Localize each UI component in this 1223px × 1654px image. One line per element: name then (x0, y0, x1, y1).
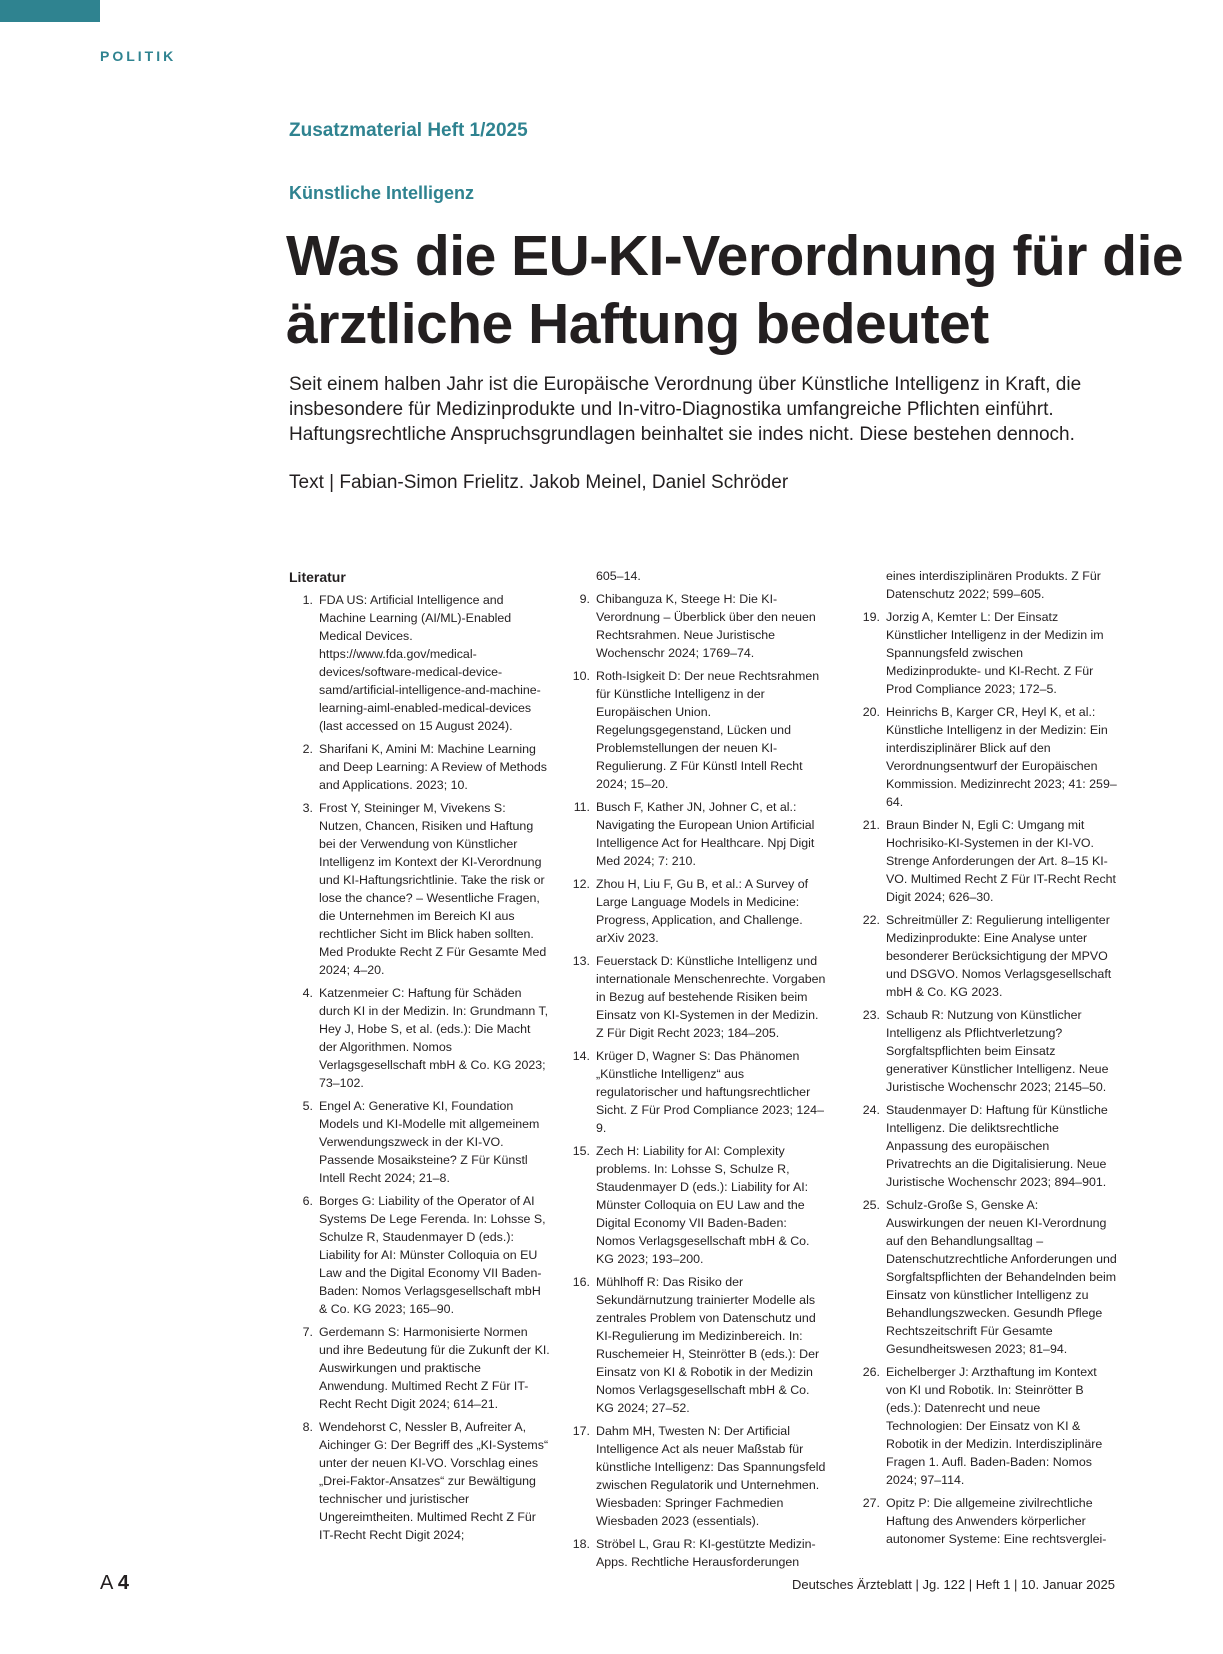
reference-number: 24. (862, 1103, 880, 1117)
reference-text: Jorzig A, Kemter L: Der Einsatz Künstlicher Intelligenz in der Medizin im Spannungsfeld zwischen Medizinprodukte- und KI-Recht. Z Für Prod Compliance 2023; 172–5. (886, 610, 1104, 696)
reference-item (856, 1006, 1118, 1096)
reference-continuation: eines interdisziplinären Produkts. Z Für Datenschutz 2022; 599–605. (886, 569, 1101, 601)
reference-text: Zech H: Liability for AI: Complexity problems. In: Lohsse S, Schulze R, Staudenmayer D (eds.): Liability for AI: Münster Colloquia on EU Law and the Digital Economy VII Baden-Baden: Nomos Verlagsgesellschaft mbH & Co. KG 2023; 193–200. (596, 1144, 810, 1266)
reference-item (289, 1192, 551, 1318)
section-label: POLITIK (100, 48, 177, 64)
reference-item (289, 1418, 551, 1544)
reference-text: Feuerstack D: Künstliche Intelligenz und internationale Menschenrechte. Vorgaben in Bezug auf bestehende Risiken beim Einsatz von KI-Systemen in der Medizin. Z Für Digit Recht 2023; 184–205. (596, 954, 826, 1040)
reference-text: Schaub R: Nutzung von Künstlicher Intelligenz als Pflichtverletzung? Sorgfaltspflichten beim Einsatz generativer Künstlicher Intelligenz. Neue Juristische Wochenschr 2023; 2145–50. (886, 1008, 1109, 1094)
reference-number: 20. (862, 705, 880, 719)
reference-item (856, 608, 1118, 698)
reference-item (566, 798, 828, 870)
reference-number: 10. (572, 669, 590, 683)
reference-text: Heinrichs B, Karger CR, Heyl K, et al.: Künstliche Intelligenz in der Medizin: Ein interdisziplinärer Blick auf den Verordnungsentwurf der Europäischen Kommission. Medizinrecht 2023; 41: 259–64. (886, 705, 1117, 809)
reference-item (289, 984, 551, 1092)
article-title: Was die EU-KI-Verordnung für die ärztliche Haftung bedeutet (286, 224, 1184, 356)
reference-item (566, 875, 828, 947)
reference-text: Roth-Isigkeit D: Der neue Rechtsrahmen für Künstliche Intelligenz in der Europäischen Union. Regelungsgegenstand, Lücken und Problemstellungen der neuen KI-Regulierung. Z Für Künstl Intell Recht 2024; 15–20. (596, 669, 820, 791)
reference-number: 14. (572, 1049, 590, 1063)
page-number (100, 1572, 129, 1595)
reference-item (289, 591, 551, 735)
reference-number: 25. (862, 1198, 880, 1212)
reference-number: 13. (572, 954, 590, 968)
reference-number: 5. (302, 1099, 313, 1113)
reference-text: Zhou H, Liu F, Gu B, et al.: A Survey of Large Language Models in Medicine: Progress, Application, and Challenge. arXiv 2023. (596, 877, 809, 945)
reference-number: 27. (862, 1496, 880, 1510)
literature-column-3 (856, 567, 1118, 1553)
reference-item (856, 1494, 1118, 1548)
reference-number: 18. (572, 1537, 590, 1551)
reference-number: 15. (572, 1144, 590, 1158)
reference-number: 11. (573, 800, 590, 814)
reference-text: Busch F, Kather JN, Johner C, et al.: Navigating the European Union Artificial Intelligence Act for Healthcare. Npj Digit Med 2024; 7: 210. (596, 800, 815, 868)
reference-item (289, 799, 551, 979)
reference-text: Katzenmeier C: Haftung für Schäden durch KI in der Medizin. In: Grundmann T, Hey J, Hobe S, et al. (eds.): Die Macht der Algorithmen. Nomos Verlagsgesellschaft mbH & Co. KG 2023; 73–102. (319, 986, 549, 1090)
reference-item (566, 1535, 828, 1571)
reference-text: Eichelberger J: Arzthaftung im Kontext von KI und Robotik. In: Steinrötter B (eds.): Datenrecht und neue Technologien: Der Einsatz von KI & Robotik in der Medizin. Interdisziplinäre Fragen 1. Aufl. Baden-Baden: Nomos 2024; 97–114. (886, 1365, 1103, 1487)
reference-item (856, 816, 1118, 906)
reference-text: Chibanguza K, Steege H: Die KI-Verordnung – Überblick über den neuen Rechtsrahmen. Neue Juristische Wochenschr 2024; 1769–74. (596, 592, 816, 660)
reference-number: 17. (572, 1424, 590, 1438)
reference-text: Mühlhoff R: Das Risiko der Sekundärnutzung trainierter Modelle als zentrales Problem von Datenschutz und KI-Regulierung im Medizinbereich. In: Ruschemeier H, Steinrötter B (eds.): Der Einsatz von KI & Robotik in der Medizin Nomos Verlagsgesellschaft mbH & Co. KG 2024; 27–52. (596, 1275, 820, 1415)
reference-item (566, 1142, 828, 1268)
reference-item (566, 1422, 828, 1530)
reference-text: Krüger D, Wagner S: Das Phänomen „Künstliche Intelligenz“ aus regulatorischer und haftungsrechtlicher Sicht. Z Für Prod Compliance 2023; 124–9. (596, 1049, 824, 1135)
reference-number: 3. (302, 801, 313, 815)
reference-item (856, 911, 1118, 1001)
reference-number: 9. (579, 592, 590, 606)
reference-text: Sharifani K, Amini M: Machine Learning and Deep Learning: A Review of Methods and Applications. 2023; 10. (319, 742, 547, 792)
reference-number: 7. (302, 1325, 313, 1339)
reference-item (856, 703, 1118, 811)
reference-text: Borges G: Liability of the Operator of AI Systems De Lege Ferenda. In: Lohsse S, Schulze R, Staudenmayer D (eds.): Liability for AI: Münster Colloquia on EU Law and the Digital Economy VII Baden-Baden: Nomos Verlagsgesellschaft mbH & Co. KG 2023; 165–90. (319, 1194, 546, 1316)
reference-item (566, 590, 828, 662)
reference-number: 26. (862, 1365, 880, 1379)
reference-number: 23. (862, 1008, 880, 1022)
reference-number: 22. (862, 913, 880, 927)
reference-number: 16. (572, 1275, 590, 1289)
reference-item (856, 1101, 1118, 1191)
reference-text: Opitz P: Die allgemeine zivilrechtliche Haftung des Anwenders körperlicher autonomer Systeme: Eine rechtsverglei- (886, 1496, 1107, 1546)
reference-text: Schulz-Große S, Genske A: Auswirkungen der neuen KI-Verordnung auf den Behandlungsalltag – Datenschutzrechtliche Anforderungen und Sorgfaltspflichten der Behandelnden beim Einsatz von künstlicher Intelligenz zu Behandlungszwecken. Gesundh Pflege Rechtszeitschrift Für Gesamte Gesundheitswesen 2023; 81–94. (886, 1198, 1117, 1356)
article-kicker: Künstliche Intelligenz (289, 183, 475, 203)
reference-number: 19. (862, 610, 880, 624)
reference-item (856, 1196, 1118, 1358)
reference-text: Staudenmayer D: Haftung für Künstliche Intelligenz. Die deliktsrechtliche Anpassung des europäischen Privatrechts an die Digitalisierung. Neue Juristische Wochenschr 2023; 894–901. (886, 1103, 1108, 1189)
article-byline: Text | Fabian-Simon Frielitz. Jakob Meinel, Daniel Schröder (289, 472, 789, 493)
reference-item (566, 667, 828, 793)
reference-item (566, 1047, 828, 1137)
reference-number: 21. (862, 818, 880, 832)
reference-item (289, 1323, 551, 1413)
reference-number: 12. (572, 877, 590, 891)
reference-item (289, 1097, 551, 1187)
reference-number: 4. (302, 986, 313, 1000)
reference-item (566, 952, 828, 1042)
reference-text: Schreitmüller Z: Regulierung intelligenter Medizinprodukte: Eine Analyse unter besonderer Berücksichtigung der MPVO und DSGVO. Nomos Verlagsgesellschaft mbH & Co. KG 2023. (886, 913, 1112, 999)
reference-number: 8. (302, 1420, 313, 1434)
reference-continuation: 605–14. (596, 569, 641, 583)
reference-text: Ströbel L, Grau R: KI-gestützte Medizin-Apps. Rechtliche Herausforderungen (596, 1537, 816, 1569)
reference-number: 2. (302, 742, 313, 756)
page-number-value: 4 (117, 1572, 129, 1594)
literature-column-1 (289, 591, 551, 1549)
reference-number: 1. (302, 593, 313, 607)
literature-column-2 (566, 567, 828, 1576)
reference-text: Dahm MH, Twesten N: Der Artificial Intelligence Act als neuer Maßstab für künstliche Intelligenz: Das Spannungsfeld zwischen Regulatorik und Unternehmen. Wiesbaden: Springer Fachmedien Wiesbaden 2023 (essentials). (596, 1424, 826, 1528)
reference-item (289, 740, 551, 794)
article-lead: Seit einem halben Jahr ist die Europäische Verordnung über Künstliche Intelligenz in Kraft, die insbesondere für Medizinprodukte und In-vitro-Diagnostika umfangreiche Pflichten einführt. Haftungsrechtliche Anspruchsgrundlagen beinhaltet sie indes nicht. Diese bestehen dennoch. (289, 374, 1082, 445)
reference-text: Wendehorst C, Nessler B, Aufreiter A, Aichinger G: Der Begriff des „KI-Systems“ unter der neuen KI-VO. Vorschlag eines „Drei-Faktor-Ansatzes“ zur Bewältigung technischer und juristischer Ungereimtheiten. Multimed Recht Z Für IT-Recht Recht Digit 2024; (319, 1420, 549, 1542)
reference-text: FDA US: Artificial Intelligence and Machine Learning (AI/ML)-Enabled Medical Devices. https://www.fda.gov/medical-devices/software-medical-device-samd/artificial-intelligence-and-machine-learning-aiml-enabled-medical-devices (last accessed on 15 August 2024). (319, 593, 541, 733)
reference-text: Engel A: Generative KI, Foundation Models und KI-Modelle mit allgemeinem Verwendungszweck in der KI-VO. Passende Mosaiksteine? Z Für Künstl Intell Recht 2024; 21–8. (319, 1099, 540, 1185)
page-prefix: A (100, 1572, 113, 1594)
section-color-bar (0, 0, 100, 22)
reference-item (566, 1273, 828, 1417)
journal-citation: Deutsches Ärzteblatt | Jg. 122 | Heft 1 | 10. Januar 2025 (791, 1577, 1115, 1592)
reference-text: Braun Binder N, Egli C: Umgang mit Hochrisiko-KI-Systemen in der KI-VO. Strenge Anforderungen der Art. 8–15 KI-VO. Multimed Recht Z Für IT-Recht Recht Digit 2024; 626–30. (886, 818, 1116, 904)
supplement-label: Zusatzmaterial Heft 1/2025 (289, 120, 528, 141)
literature-heading: Literatur (289, 569, 346, 585)
reference-number: 6. (302, 1194, 313, 1208)
reference-text: Gerdemann S: Harmonisierte Normen und ihre Bedeutung für die Zukunft der KI. Auswirkungen und praktische Anwendung. Multimed Recht Z Für IT-Recht Recht Digit 2024; 614–21. (319, 1325, 550, 1411)
reference-text: Frost Y, Steininger M, Vivekens S: Nutzen, Chancen, Risiken und Haftung bei der Verwendung von Künstlicher Intelligenz im Kontext der KI-Verordnung und KI-Haftungsrichtlinie. Take the risk or lose the chance? – Wesentliche Fragen, die Unternehmen im Bereich KI aus rechtlicher Sicht im Blick haben sollten. Med Produkte Recht Z Für Gesamte Med 2024; 4–20. (319, 801, 547, 977)
reference-item (856, 1363, 1118, 1489)
